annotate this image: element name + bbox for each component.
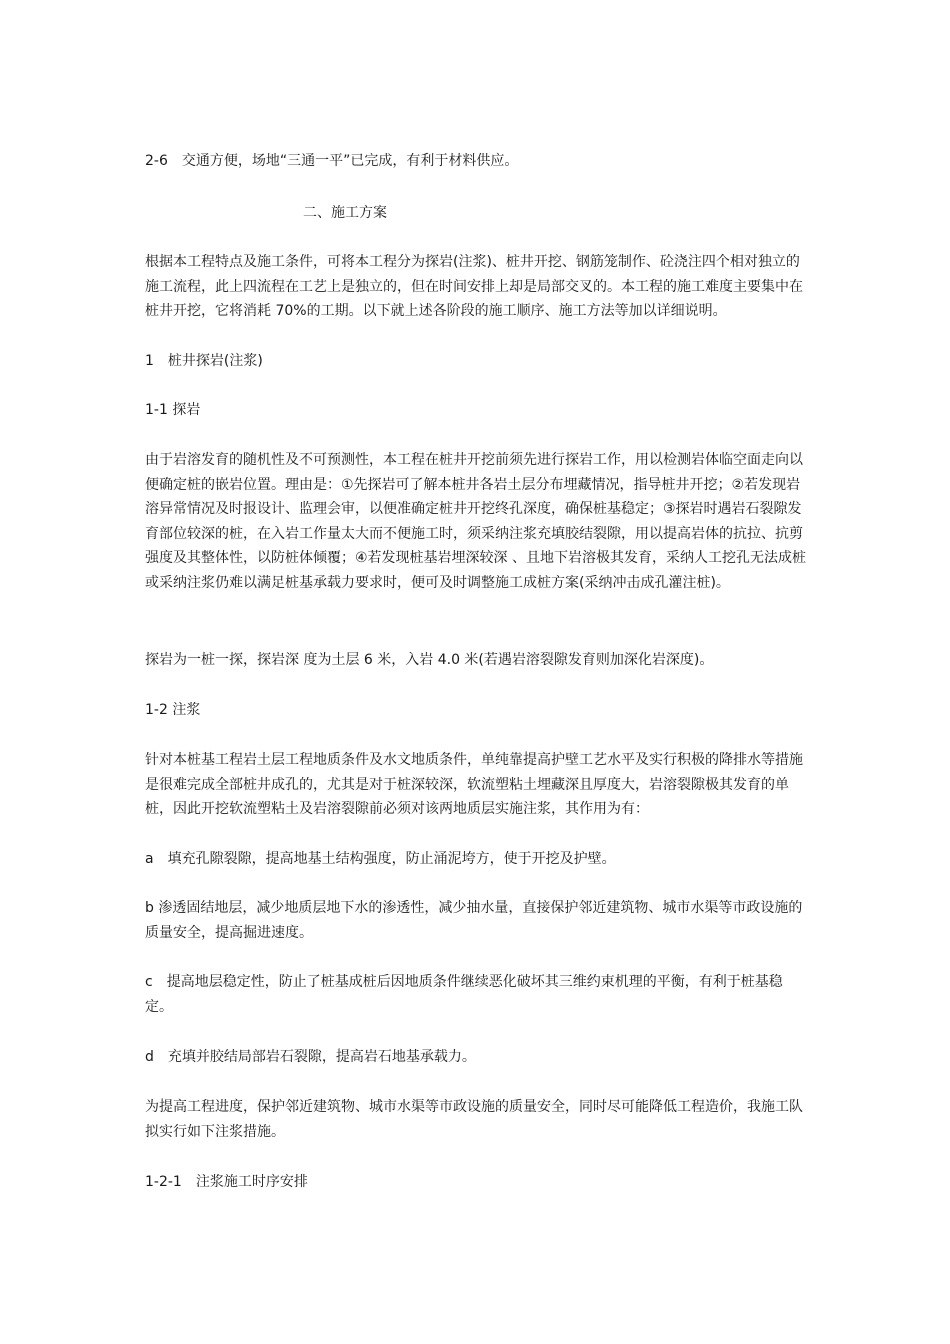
heading-1-1: 1-1 探岩 [145,402,201,418]
zhujiang-paragraph: 针对本桩基工程岩土层工程地质条件及水文地质条件，单纯靠提高护壁工艺水平及实行积极的降排水等措施是很难完成全部桩井成孔的，尤其是对于桩深较深，软流塑粘土埋藏深且厚度大，岩溶裂隙极其发育的单桩，因此开挖软流塑粘土及岩溶裂隙前必须对该两地质层实施注浆，其作用为有： [145,752,803,817]
heading-1: 1 桩井探岩(注浆) [145,353,263,369]
measures-paragraph: 为提高工程进度，保护邻近建筑物、城市水渠等市政设施的质量安全，同时尽可能降低工程造价，我施工队拟实行如下注浆措施。 [145,1099,803,1140]
list-item-b: b 渗透固结地层，减少地质层地下水的渗透性，减少抽水量，直接保护邻近建筑物、城市水渠等市政设施的质量安全，提高掘进速度。 [145,900,803,941]
heading-1-2: 1-2 注浆 [145,702,201,718]
depth-paragraph: 探岩为一桩一探，探岩深 度为土层 6 米，入岩 4.0 米(若遇岩溶裂隙发育则加深化岩深度)。 [145,652,714,668]
list-item-c: c 提高地层稳定性，防止了桩基成桩后因地质条件继续恶化破坏其三维约束机理的平衡，有利于桩基稳定。 [145,974,783,1015]
heading-1-2-1: 1-2-1 注浆施工时序安排 [145,1174,308,1190]
paragraph-2-6: 2-6 交通方便，场地“三通一平”已完成，有利于材料供应。 [145,153,519,169]
tanyan-paragraph: 由于岩溶发育的随机性及不可预测性，本工程在桩井开挖前须先进行探岩工作，用以检测岩体临空面走向以便确定桩的嵌岩位置。理由是：①先探岩可了解本桩井各岩土层分布埋藏情况，指导桩井开挖；②若发现岩溶异常情况及时报设计、监理会审，以便准确定桩井开挖终孔深度，确保桩基稳定；③探岩时遇岩石裂隙发育部位较深的桩，在入岩工作量太大而不便施工时，须采纳注浆充填胶结裂隙，用以提高岩体的抗拉、抗剪强度及其整体性，以防桩体倾覆；④若发现桩基岩埋深较深 、且地下岩溶极其发育，采纳人工挖孔无法成桩或采纳注浆仍难以满足桩基承载力要求时，便可及时调整施工成桩方案(采纳冲击成孔灌注桩)。 [145,452,806,591]
intro-paragraph: 根据本工程特点及施工条件，可将本工程分为探岩(注浆)、桩井开挖、钢筋笼制作、砼浇注四个相对独立的施工流程，此上四流程在工艺上是独立的，但在时间安排上却是局部交叉的。本工程的施工难度主要集中在桩井开挖，它将消耗 70%的工期。以下就上述各阶段的施工顺序、施工方法等加以详细说明。 [145,254,803,319]
list-item-d: d 充填并胶结局部岩石裂隙，提高岩石地基承载力。 [145,1049,476,1065]
section-title: 二、施工方案 [303,205,387,221]
list-item-a: a 填充孔隙裂隙，提高地基土结构强度，防止涌泥垮方，使于开挖及护壁。 [145,851,616,867]
